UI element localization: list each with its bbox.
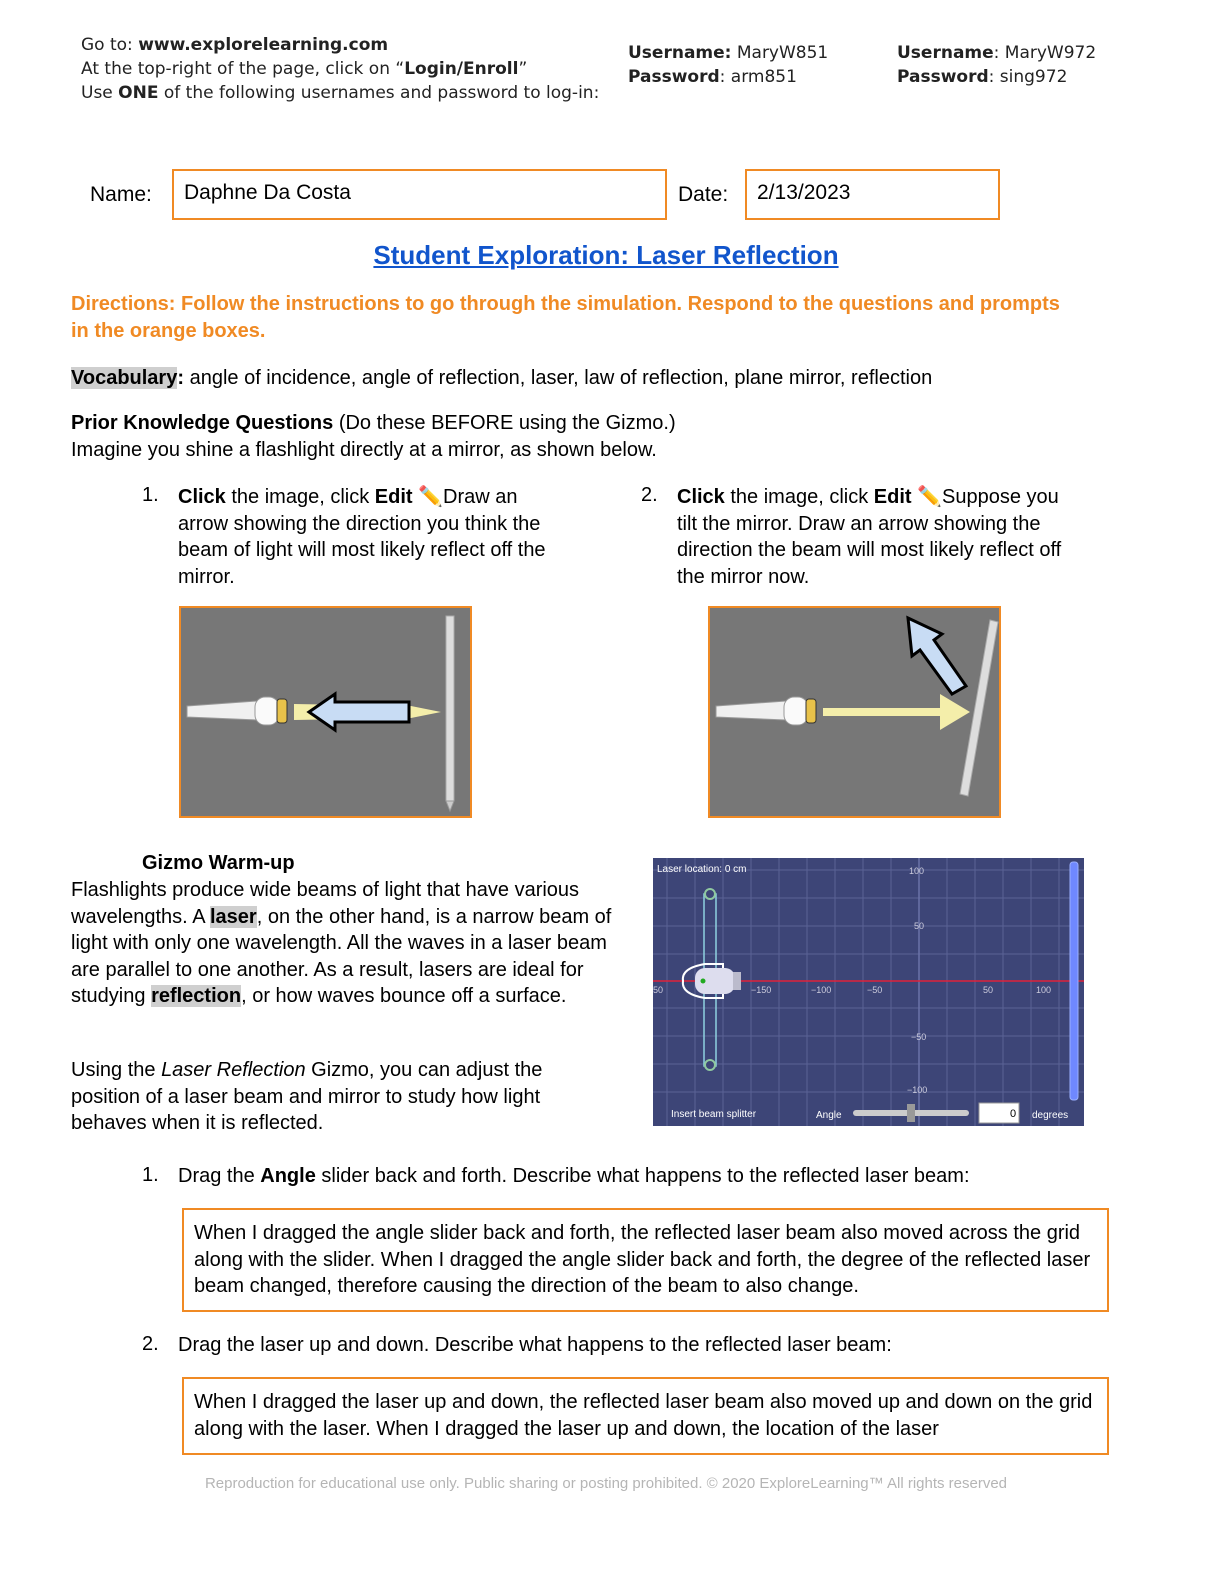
date-field[interactable] <box>745 169 1000 220</box>
q1-t1: the image, click <box>225 486 375 508</box>
line2-post: ” <box>518 59 528 79</box>
vocabulary-text: angle of incidence, angle of reflection, laser, law of reflection, plane mirror, reflection <box>184 367 933 389</box>
laser-gizmo[interactable] <box>653 858 1084 1126</box>
angle-value: 0 <box>1010 1108 1017 1120</box>
gizmo-name: Laser Reflection <box>161 1059 306 1081</box>
flashlight-scene-1 <box>179 606 472 818</box>
date-value: 2/13/2023 <box>757 181 851 204</box>
x-tick: 50 <box>653 985 664 995</box>
name-field[interactable] <box>172 169 667 220</box>
question-1-bold: Angle <box>260 1165 316 1187</box>
name-label: Name: <box>90 183 152 206</box>
flashlight-mirror-image-2[interactable] <box>708 606 1001 818</box>
x-tick: −50 <box>867 985 883 995</box>
q2-text <box>677 484 1077 590</box>
mirror[interactable] <box>1070 862 1078 1100</box>
light-beam <box>823 708 948 716</box>
prior-intro: Imagine you shine a flashlight directly at a mirror, as shown below. <box>71 438 657 461</box>
goto-label: Go to: <box>81 35 139 55</box>
date-label: Date: <box>678 183 729 206</box>
warmup-paragraph-1 <box>71 877 616 1010</box>
directions: Directions: Follow the instructions to go through the simulation. Respond to the questions and prompts in the orange boxes. <box>71 293 1060 342</box>
y-tick: −100 <box>907 1085 928 1095</box>
x-tick: 100 <box>1036 985 1052 995</box>
q2-t2: ✏️Suppose you tilt the mirror. Draw an arrow showing the direction the beam will most likely reflect off the mirror now. <box>677 486 1062 588</box>
username-label: Username: <box>628 43 732 63</box>
flashlight-scene-2 <box>708 606 1001 818</box>
warmup-paragraph-2 <box>71 1057 611 1137</box>
answer-2-text: When I dragged the laser up and down, the reflected laser beam also moved up and down on the grid along with the laser. When I dragged the laser up and down, the location of the laser <box>194 1391 1093 1440</box>
angle-slider-thumb[interactable] <box>907 1104 915 1122</box>
laser-term: laser <box>209 905 257 928</box>
laser-location: Laser location: 0 cm <box>657 864 747 875</box>
username-label: Username <box>897 43 994 63</box>
warmup-p1-c: , or how waves bounce off a surface. <box>241 985 567 1007</box>
prior-heading-note: (Do these BEFORE using the Gizmo.) <box>333 412 676 434</box>
account-1 <box>628 41 878 89</box>
question-1-post: slider back and forth. Describe what happens to the reflected laser beam: <box>315 1165 970 1187</box>
prior-heading: Prior Knowledge Questions <box>71 412 334 434</box>
q1-t2: ✏️Draw an arrow showing the direction you think the beam of light will most likely reflect off the mirror. <box>178 486 546 588</box>
vocabulary-label: Vocabulary <box>71 367 178 389</box>
laser-gizmo-canvas <box>653 858 1084 1126</box>
y-tick: 50 <box>914 921 925 931</box>
y-tick: 100 <box>909 866 925 876</box>
account-2 <box>897 41 1147 89</box>
degrees-label: degrees <box>1032 1110 1069 1121</box>
q1-click: Click <box>178 486 226 508</box>
q2-click: Click <box>677 486 725 508</box>
password-label: Password <box>897 67 989 87</box>
question-1-number: 1. <box>142 1164 159 1186</box>
vocabulary-colon: : <box>177 367 185 389</box>
one-text: ONE <box>118 83 159 103</box>
q1-text <box>178 484 563 590</box>
question-2-number: 2. <box>142 1333 159 1355</box>
q1-edit: Edit <box>374 486 413 508</box>
warmup-p2-b: Gizmo, you can adjust the position of a laser beam and mirror to study how light behaves when it is reflected. <box>71 1059 543 1134</box>
answer-box-2[interactable] <box>182 1377 1109 1455</box>
question-1-pre: Drag the <box>178 1165 261 1187</box>
x-tick: −150 <box>751 985 772 995</box>
prior-knowledge <box>71 410 1171 463</box>
warmup-p1-b: , on the other hand, is a narrow beam of light with only one wavelength. All the waves in a laser beam are parallel to one another. As a result, lasers are ideal for studying <box>71 905 612 1007</box>
y-tick: −50 <box>911 1032 927 1042</box>
q2-edit: Edit <box>873 486 912 508</box>
angle-label: Angle <box>816 1110 842 1121</box>
answer-1-text: When I dragged the angle slider back and forth, the reflected laser beam also moved across the grid along with the slider. When I dragged the angle slider back and forth, the degree of the reflected laser beam changed, therefore causing the direction of the beam to also change. <box>194 1222 1091 1297</box>
q1-number: 1. <box>142 484 159 506</box>
password-value: : arm851 <box>719 67 797 87</box>
question-2-text <box>178 1332 1118 1359</box>
line2-pre: At the top-right of the page, click on “ <box>81 59 405 79</box>
footer-copyright: Reproduction for educational use only. Public sharing or posting prohibited. © 2020 ExploreLearning™ All rights reserved <box>204 1475 1008 1492</box>
x-tick: −100 <box>811 985 832 995</box>
flashlight-mirror-image-1[interactable] <box>179 606 472 818</box>
line3-pre: Use <box>81 83 119 103</box>
name-value: Daphne Da Costa <box>184 181 351 204</box>
password-label: Password <box>628 67 720 87</box>
username-value: : MaryW972 <box>993 43 1097 63</box>
question-2-pre: Drag the laser up and down. Describe what happens to the reflected laser beam: <box>178 1334 892 1356</box>
insert-beam-splitter[interactable]: Insert beam splitter <box>671 1109 757 1120</box>
password-value: : sing972 <box>988 67 1068 87</box>
login-instructions <box>81 33 601 105</box>
x-tick: 50 <box>983 985 994 995</box>
line3-post: of the following usernames and password to log-in: <box>158 83 600 103</box>
mirror <box>446 616 454 801</box>
warmup-p2-a: Using the <box>71 1059 162 1081</box>
warmup-heading: Gizmo Warm-up <box>142 852 295 874</box>
answer-box-1[interactable] <box>182 1208 1109 1312</box>
q2-number: 2. <box>641 484 658 506</box>
question-1-text <box>178 1163 1118 1190</box>
page-title: Student Exploration: Laser Reflection <box>373 240 839 270</box>
reflection-term: reflection <box>151 985 242 1007</box>
username-value: MaryW851 <box>731 43 829 63</box>
login-enroll-text: Login/Enroll <box>404 59 519 79</box>
q2-t1: the image, click <box>724 486 874 508</box>
warmup-p1-a: Flashlights produce wide beams of light that have various wavelengths. A <box>71 879 580 928</box>
explorelearning-link[interactable]: www.explorelearning.com <box>138 35 389 55</box>
vocabulary <box>71 365 1171 392</box>
